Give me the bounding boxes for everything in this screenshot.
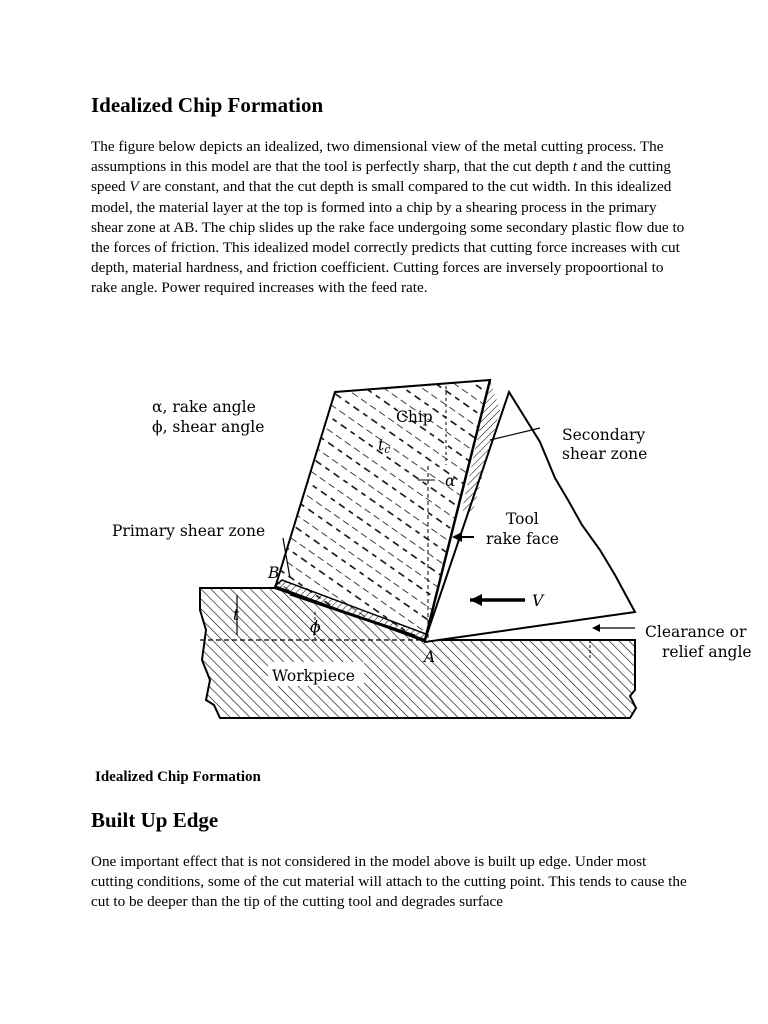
workpiece-label: Workpiece [272,667,355,685]
primary-shear-zone-label: Primary shear zone [112,522,266,540]
rake-face-label: rake face [486,530,559,548]
section-heading-built-up-edge: Built Up Edge [91,808,219,832]
intro-paragraph: The figure below depicts an idealized, two dimensional view of the metal cutting process. The assumptions in this model are that the tool is perfectly sharp, that the cut depth t and the cutting speed V are constant, and that the cut depth is small compared to the cut width. In this idealized model, the material layer at the top is formed into a chip by a shearing process in the primary shear zone at AB. The chip slides up the rake face undergoing some secondary plastic flow due to the forces of friction. This idealized model correctly predicts that cutting force increases with cut depth, material hardness, and friction coefficient. Cutting forces are inversely propoortional to rake angle. Power required increases with the feed rate. [91,138,685,297]
cut-depth-label: t [233,606,240,624]
tool-label: Tool [506,510,539,528]
chip-thickness-label: tc [378,436,391,456]
rake-angle-symbol: α [445,472,456,490]
clearance-label-2: relief angle [662,643,752,661]
velocity-label: V [532,592,544,610]
chip-formation-figure [100,350,768,730]
chip-formation-diagram [100,350,768,730]
point-a-label: A [424,648,436,666]
legend-rake-angle: α, rake angle [152,398,256,416]
figure-caption: Idealized Chip Formation [95,769,261,785]
shear-angle-symbol: ϕ [310,618,321,636]
secondary-shear-label-1: Secondary [562,426,646,444]
clearance-label-1: Clearance or [645,623,747,641]
built-up-edge-paragraph: One important effect that is not considered in the model above is built up edge. Under most cutting conditions, some of the cut material will attach to the cutting point. This tends to cause the cut to be deeper than the tip of the cutting tool and degrades surface [91,853,687,911]
legend-shear-angle: ϕ, shear angle [152,418,265,436]
chip-label: Chip [396,408,433,426]
section-heading-chip-formation: Idealized Chip Formation [91,93,324,117]
point-b-label: B [268,564,280,582]
secondary-shear-label-2: shear zone [562,445,648,463]
